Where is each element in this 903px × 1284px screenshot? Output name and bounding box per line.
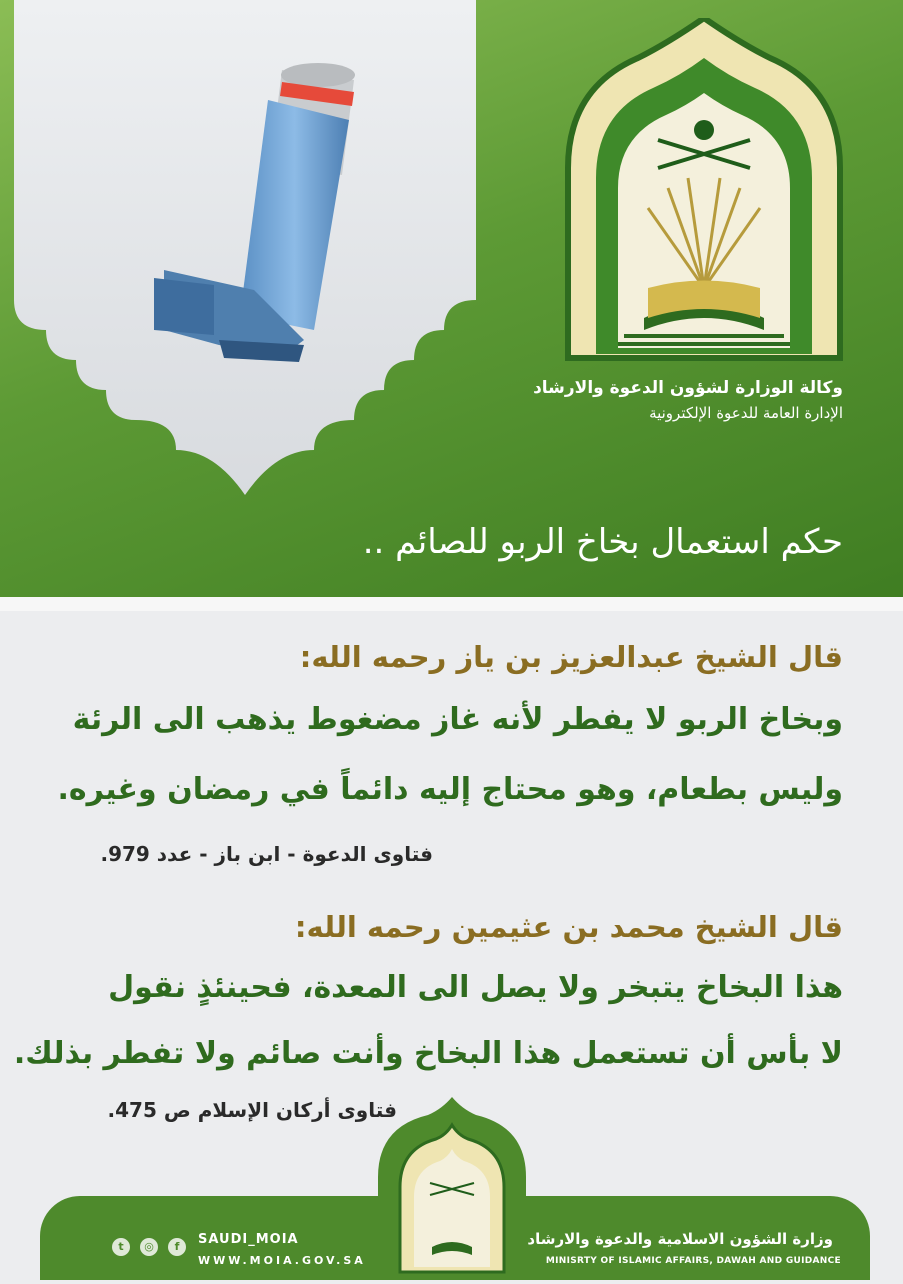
quote-1-source: فتاوى الدعوة - ابن باز - عدد 979. bbox=[100, 842, 433, 866]
inhaler-photo bbox=[14, 0, 476, 495]
twitter-icon[interactable]: t bbox=[112, 1238, 130, 1256]
agency-name: وكالة الوزارة لشؤون الدعوة والارشاد bbox=[533, 378, 843, 398]
section-divider bbox=[0, 597, 903, 611]
ministry-name-arabic: وزارة الشؤون الاسلامية والدعوة والارشاد bbox=[527, 1230, 833, 1248]
quote-1-line-2: وليس بطعام، وهو محتاج إليه دائماً في رمضان وغيره. bbox=[57, 772, 843, 807]
ministry-name-english: MINISRTY OF ISLAMIC AFFAIRS, DAWAH AND GUIDANCE bbox=[545, 1256, 841, 1266]
website-link[interactable]: WWW.MOIA.GOV.SA bbox=[198, 1254, 366, 1267]
social-handle[interactable]: SAUDI_MOIA bbox=[198, 1232, 299, 1247]
quote-2-line-2: لا بأس أن تستعمل هذا البخاخ وأنت صائم ولا تفطر بذلك. bbox=[13, 1036, 843, 1071]
quote-1-speaker: قال الشيخ عبدالعزيز بن ياز رحمه الله: bbox=[299, 640, 843, 674]
page-title: حكم استعمال بخاخ الربو للصائم .. bbox=[362, 522, 843, 562]
quote-2-source: فتاوى أركان الإسلام ص 475. bbox=[107, 1098, 397, 1122]
quote-2-line-1: هذا البخاخ يتبخر ولا يصل الى المعدة، فحينئذٍ نقول bbox=[108, 970, 843, 1005]
quote-1-line-1: وبخاخ الربو لا يفطر لأنه غاز مضغوط يذهب الى الرئة bbox=[72, 702, 843, 737]
facebook-icon[interactable]: f bbox=[168, 1238, 186, 1256]
instagram-icon[interactable]: ◎ bbox=[140, 1238, 158, 1256]
quote-2-speaker: قال الشيخ محمد بن عثيمين رحمه الله: bbox=[294, 910, 843, 944]
footer-logo bbox=[378, 1097, 526, 1280]
department-name: الإدارة العامة للدعوة الإلكترونية bbox=[649, 404, 843, 422]
ministry-logo bbox=[548, 18, 860, 370]
